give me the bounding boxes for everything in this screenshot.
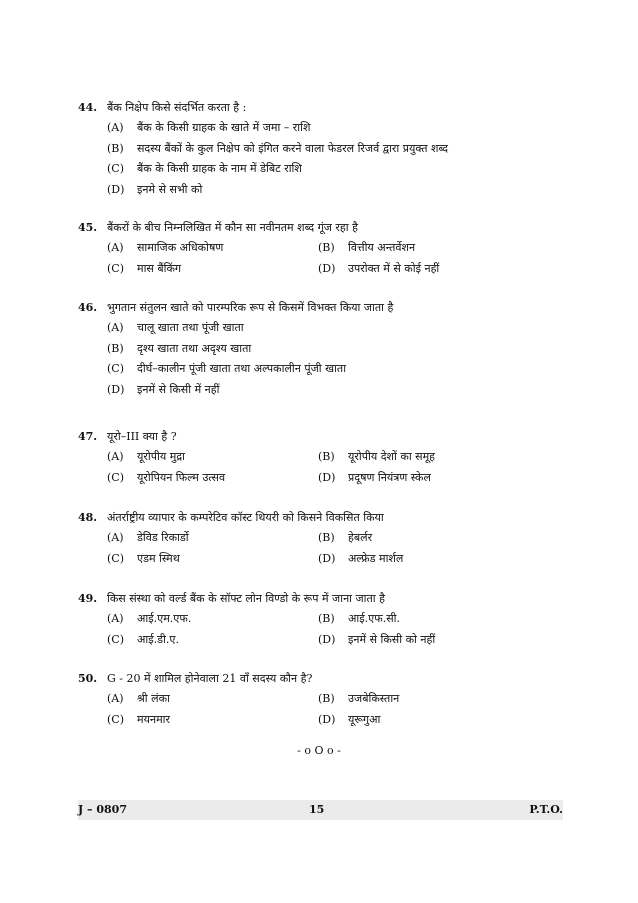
option-label: (A) bbox=[107, 692, 124, 705]
question-text: भुगतान संतुलन खाते को पारम्परिक रूप से किसमें विभक्त किया जाता है bbox=[107, 301, 394, 314]
option-text: डेविड रिकार्डो bbox=[137, 531, 189, 544]
option-text: श्री लंका bbox=[137, 692, 170, 705]
question-number: 48. bbox=[78, 511, 98, 524]
question-stem bbox=[0, 299, 638, 317]
option-label: (C) bbox=[107, 552, 124, 565]
option-label: (D) bbox=[107, 382, 125, 396]
option-label: (C) bbox=[107, 713, 124, 726]
option-label: (B) bbox=[107, 141, 124, 155]
answer-option bbox=[107, 610, 191, 628]
answer-option bbox=[107, 140, 448, 158]
answer-option bbox=[107, 381, 219, 399]
option-label: (A) bbox=[107, 450, 124, 463]
option-label: (B) bbox=[318, 692, 335, 705]
option-text: आई.डी.ए. bbox=[137, 633, 179, 646]
answer-option bbox=[107, 340, 251, 358]
option-label: (C) bbox=[107, 162, 124, 175]
option-text: अल्फ्रेड मार्शल bbox=[348, 552, 404, 565]
question-stem bbox=[0, 670, 638, 688]
question-number: 44. bbox=[78, 101, 98, 114]
question-stem bbox=[0, 428, 638, 446]
option-label: (D) bbox=[318, 262, 336, 275]
option-label: (B) bbox=[107, 341, 124, 355]
answer-option bbox=[107, 711, 170, 729]
option-text: इनमे से सभी को bbox=[137, 182, 203, 196]
answer-option bbox=[107, 319, 244, 337]
question-stem bbox=[0, 99, 638, 117]
option-label: (D) bbox=[107, 182, 125, 196]
option-text: आई.एम.एफ. bbox=[137, 612, 192, 625]
question-text: बैंक निक्षेप किसे संदर्भित करता है : bbox=[107, 101, 247, 114]
option-text: यूरोपियन फिल्म उत्सव bbox=[137, 471, 226, 484]
option-label: (C) bbox=[107, 471, 124, 484]
question-text: किस संस्था को वर्ल्ड बैंक के सॉफ्ट लोन विण्डो के रूप में जाना जाता है bbox=[107, 592, 385, 605]
option-text: हेबर्लर bbox=[348, 531, 373, 544]
option-text: मयनमार bbox=[137, 713, 170, 726]
answer-option bbox=[107, 448, 185, 466]
option-text: चालू खाता तथा पूंजी खाता bbox=[137, 321, 244, 334]
question-number: 45. bbox=[78, 221, 98, 234]
question-stem bbox=[0, 590, 638, 608]
option-text: उजबेकिस्तान bbox=[348, 692, 400, 705]
question-number: 47. bbox=[78, 430, 98, 443]
option-text: यूरोपीय देशों का समूह bbox=[348, 450, 436, 463]
option-text: एडम स्मिथ bbox=[137, 552, 180, 565]
question-text: यूरो–III क्या है ? bbox=[107, 430, 177, 443]
answer-option bbox=[318, 631, 435, 649]
pto-label: P.T.O. bbox=[529, 803, 563, 816]
option-text: यूरोपीय मुद्रा bbox=[137, 450, 185, 463]
question-stem bbox=[0, 509, 638, 527]
option-label: (D) bbox=[318, 633, 336, 646]
option-text: सदस्य बैंकों के कुल निक्षेप को इंगित करने वाला फेडरल रिजर्व द्वारा प्रयुक्त शब्द bbox=[137, 141, 449, 155]
option-label: (A) bbox=[107, 241, 124, 254]
option-text: वित्तीय अन्तर्वेशन bbox=[348, 241, 416, 254]
option-text: उपरोक्त में से कोई नहीं bbox=[348, 262, 440, 275]
answer-option bbox=[318, 448, 435, 466]
option-text: यूरूगुआ bbox=[348, 713, 381, 726]
paper-code: J – 0807 bbox=[78, 803, 127, 816]
option-text: इनमें से किसी में नहीं bbox=[137, 382, 220, 396]
answer-option bbox=[107, 160, 302, 178]
option-label: (A) bbox=[107, 121, 124, 134]
option-label: (D) bbox=[318, 713, 336, 726]
option-label: (B) bbox=[318, 612, 335, 625]
option-text: सामाजिक अधिकोषण bbox=[137, 241, 224, 254]
page-number: 15 bbox=[309, 803, 325, 816]
answer-option bbox=[107, 631, 179, 649]
option-text: दीर्घ–कालीन पूंजी खाता तथा अल्पकालीन पूंजी खाता bbox=[137, 362, 347, 375]
option-label: (B) bbox=[318, 241, 335, 254]
answer-option bbox=[318, 529, 372, 547]
option-label: (A) bbox=[107, 612, 124, 625]
answer-option bbox=[318, 550, 403, 568]
answer-option bbox=[107, 529, 189, 547]
question-number: 46. bbox=[78, 301, 98, 314]
answer-option bbox=[318, 711, 380, 729]
option-text: इनमें से किसी को नहीं bbox=[348, 633, 436, 646]
answer-option bbox=[318, 469, 431, 487]
option-label: (D) bbox=[318, 552, 336, 565]
answer-option bbox=[107, 181, 202, 199]
answer-option bbox=[107, 550, 180, 568]
option-label: (C) bbox=[107, 633, 124, 646]
option-label: (A) bbox=[107, 531, 124, 544]
option-label: (B) bbox=[318, 531, 335, 544]
option-label: (D) bbox=[318, 471, 336, 484]
answer-option bbox=[107, 469, 225, 487]
answer-option bbox=[318, 239, 415, 257]
option-text: बैंक के किसी ग्राहक के खाते में जमा – राशि bbox=[137, 121, 311, 134]
option-text: आई.एफ.सी. bbox=[348, 612, 400, 625]
question-text: अंतर्राष्ट्रीय व्यापार के कम्परेटिव कॉस्ट थियरी को किसने विकसित किया bbox=[107, 511, 384, 524]
question-stem bbox=[0, 219, 638, 237]
option-label: (C) bbox=[107, 262, 124, 275]
answer-option bbox=[107, 360, 346, 378]
option-label: (B) bbox=[318, 450, 335, 463]
answer-option bbox=[318, 260, 439, 278]
option-text: बैंक के किसी ग्राहक के नाम में डेबिट राशि bbox=[137, 162, 302, 175]
answer-option bbox=[107, 239, 223, 257]
option-text: मास बैंकिंग bbox=[137, 262, 182, 275]
option-label: (A) bbox=[107, 321, 124, 334]
option-text: प्रदूषण नियंत्रण स्केल bbox=[348, 471, 431, 484]
answer-option bbox=[107, 119, 310, 137]
page-footer bbox=[78, 800, 563, 820]
answer-option bbox=[107, 690, 170, 708]
end-separator: - o O o - bbox=[297, 744, 341, 757]
option-label: (C) bbox=[107, 362, 124, 375]
question-text: G - 20 में शामिल होनेवाला 21 वाँ सदस्य कौन है? bbox=[107, 672, 313, 685]
answer-option bbox=[318, 610, 400, 628]
question-text: बैंकरों के बीच निम्नलिखित में कौन सा नवीनतम शब्द गूंज रहा है bbox=[107, 221, 358, 234]
question-number: 50. bbox=[78, 672, 98, 685]
option-text: दृश्य खाता तथा अदृश्य खाता bbox=[137, 341, 252, 355]
answer-option bbox=[318, 690, 399, 708]
question-number: 49. bbox=[78, 592, 98, 605]
answer-option bbox=[107, 260, 181, 278]
